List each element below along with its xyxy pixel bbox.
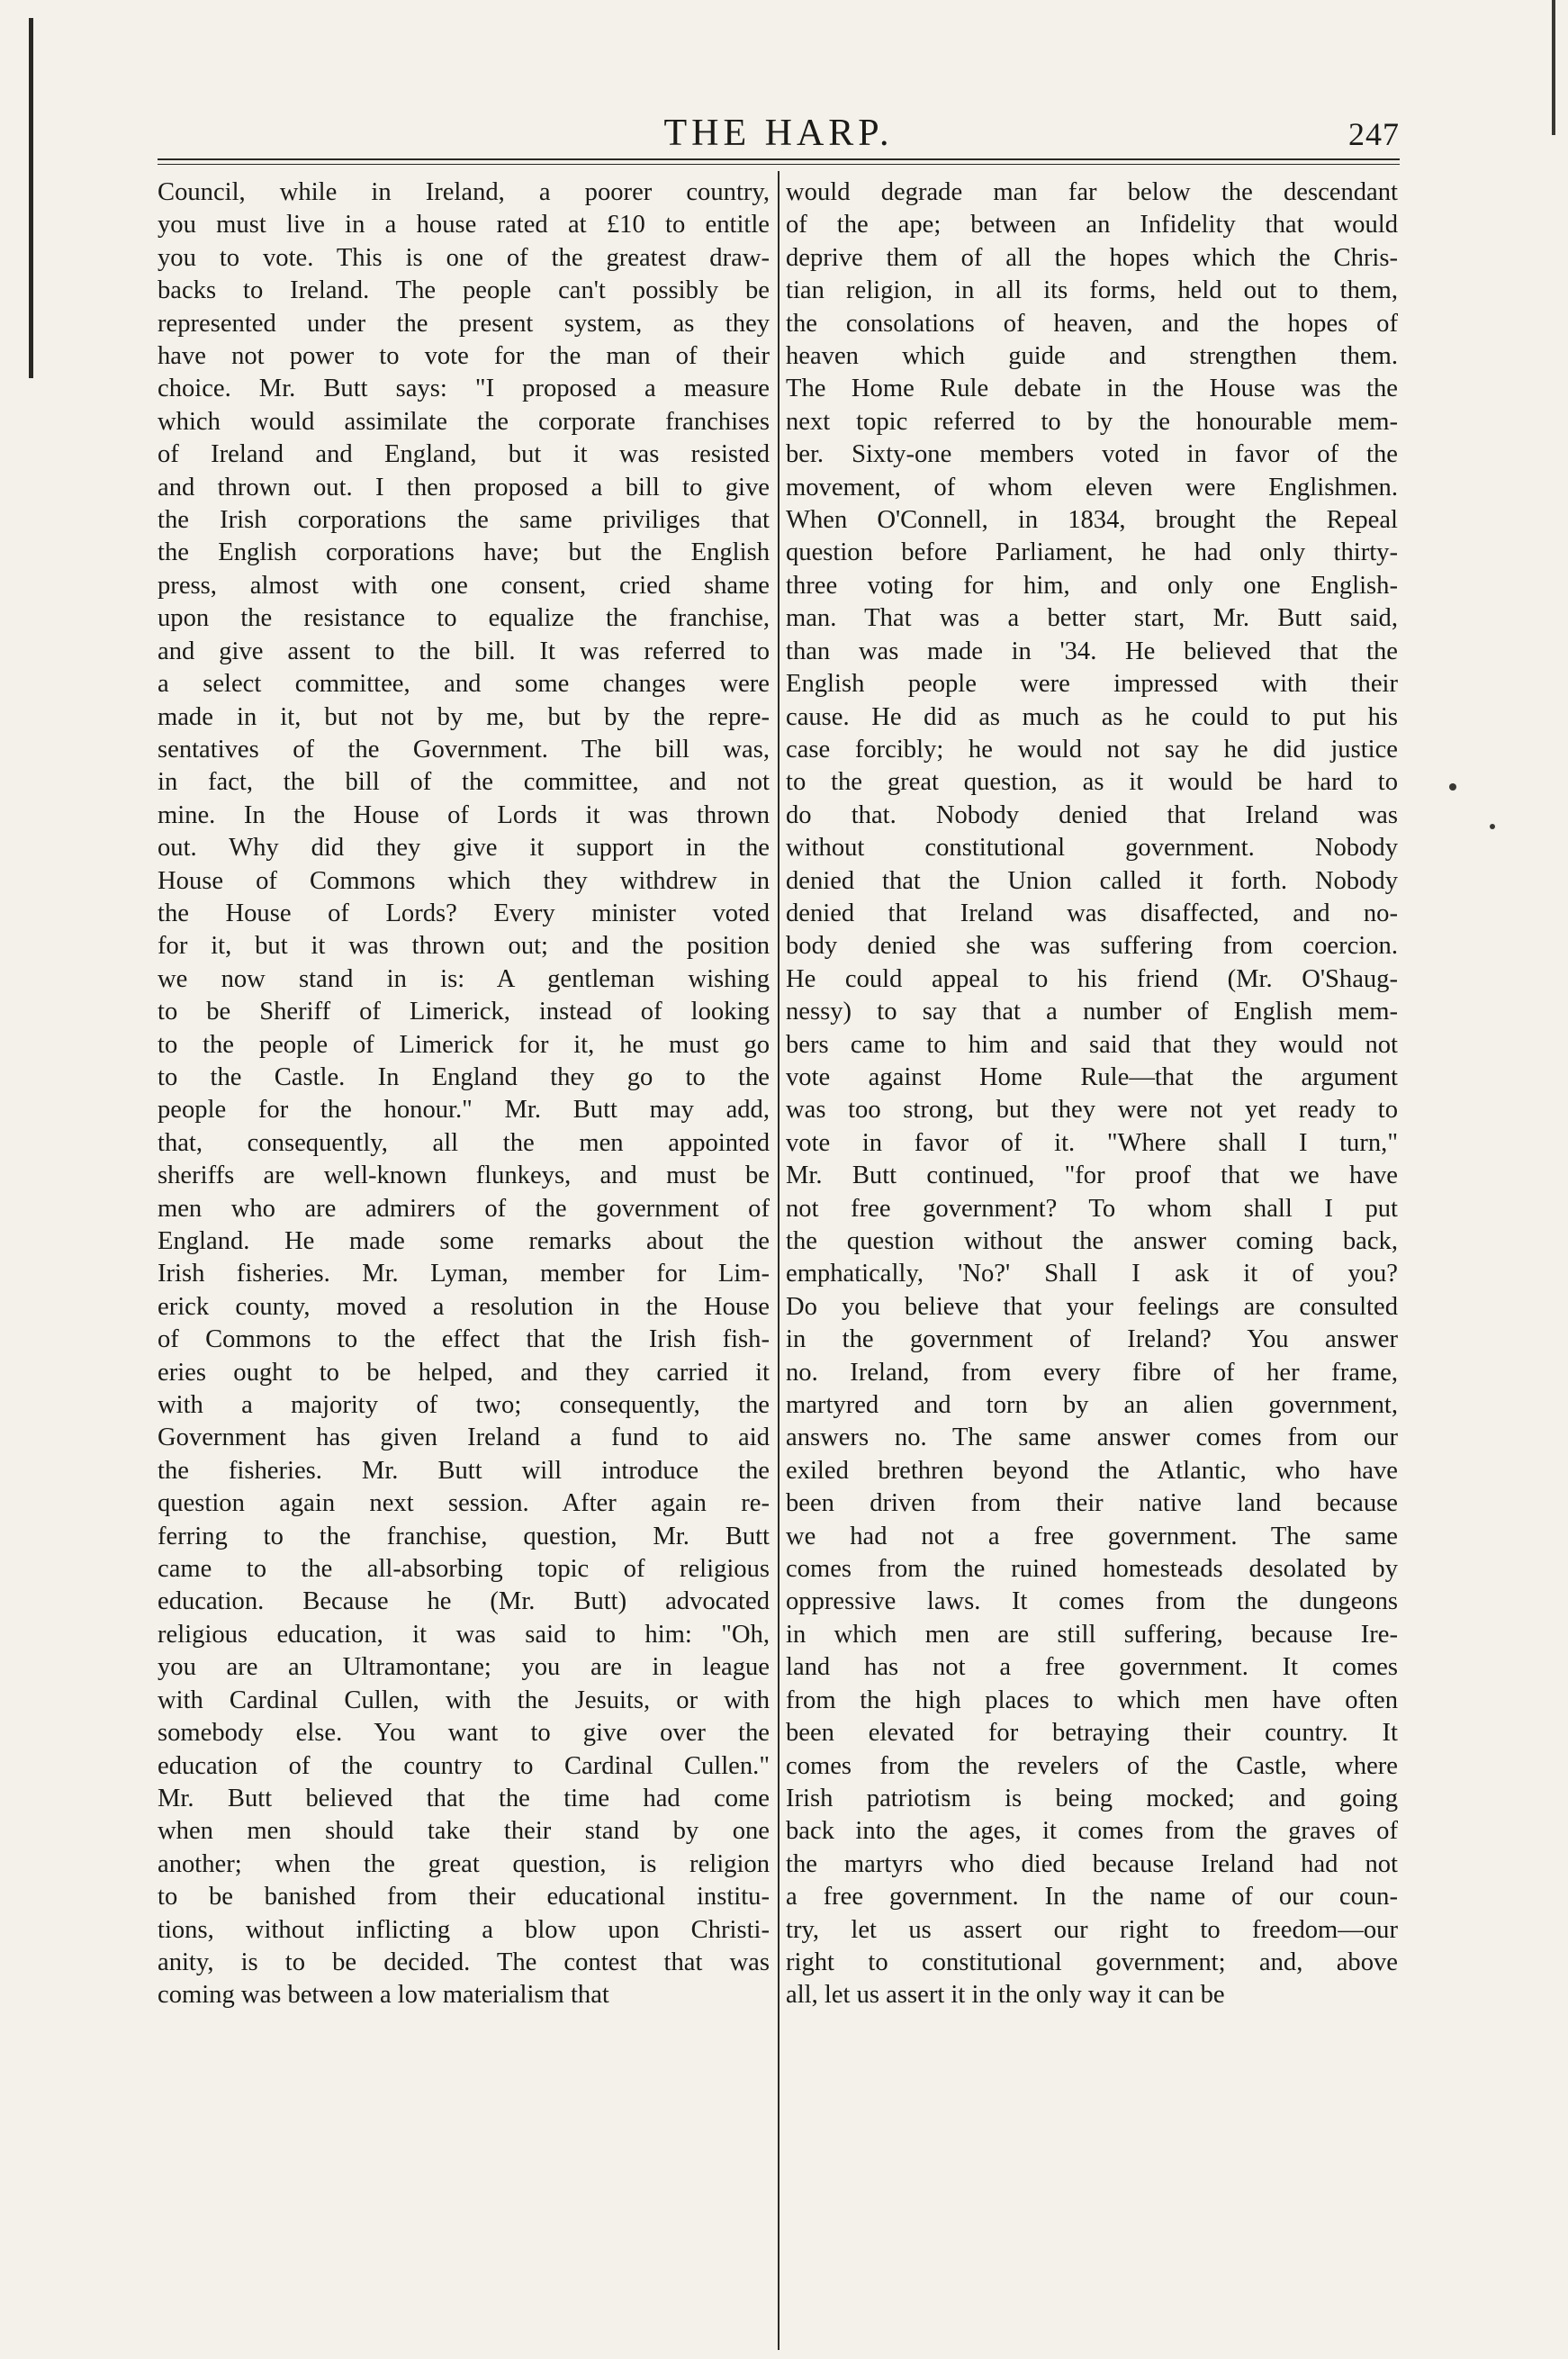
text-line: to be banished from their educational institu- <box>158 1883 770 1912</box>
left-column <box>158 176 770 2319</box>
text-line: He could appeal to his friend (Mr. O'Shaug- <box>786 964 1398 993</box>
text-line: the English corporations have; but the English <box>158 538 770 567</box>
text-line: eries ought to be helped, and they carried it <box>158 1358 770 1387</box>
text-line: vote against Home Rule—that the argument <box>786 1062 1398 1091</box>
text-line: upon the resistance to equalize the franchise, <box>158 604 770 633</box>
text-line: you to vote. This is one of the greatest draw- <box>158 243 770 272</box>
column-divider <box>778 171 779 2350</box>
text-line: tian religion, in all its forms, held out to them, <box>786 276 1398 305</box>
text-line: backs to Ireland. The people can't possibly be <box>158 276 770 305</box>
text-line: martyred and torn by an alien government, <box>786 1391 1398 1420</box>
text-line: England. He made some remarks about the <box>158 1227 770 1255</box>
ink-speck <box>1449 783 1456 791</box>
text-line: try, let us assert our right to freedom—our <box>786 1915 1398 1944</box>
text-line: anity, is to be decided. The contest that was <box>158 1948 770 1976</box>
text-line: Government has given Ireland a fund to aid <box>158 1424 770 1452</box>
text-line: three voting for him, and only one English- <box>786 571 1398 600</box>
text-line: question before Parliament, he had only thirty- <box>786 538 1398 567</box>
text-line: you must live in a house rated at £10 to entitle <box>158 211 770 240</box>
text-line: do that. Nobody denied that Ireland was <box>786 800 1398 829</box>
text-line: of Commons to the effect that the Irish fish- <box>158 1325 770 1354</box>
text-line: of Ireland and England, but it was resisted <box>158 440 770 469</box>
text-line: movement, of whom eleven were Englishmen. <box>786 473 1398 502</box>
text-line: a select committee, and some changes were <box>158 670 770 699</box>
page-number: 247 <box>1348 116 1400 152</box>
text-line: denied that the Union called it forth. Nobody <box>786 866 1398 895</box>
text-line: Do you believe that your feelings are consulted <box>786 1292 1398 1321</box>
text-line: nessy) to say that a number of English mem- <box>786 998 1398 1026</box>
text-line: education. Because he (Mr. Butt) advocated <box>158 1587 770 1616</box>
text-line: Irish fisheries. Mr. Lyman, member for Lim- <box>158 1260 770 1288</box>
text-line: been elevated for betraying their country. It <box>786 1719 1398 1748</box>
text-line: Council, while in Ireland, a poorer country, <box>158 178 770 206</box>
text-line: the martyrs who died because Ireland had not <box>786 1849 1398 1878</box>
text-line: with Cardinal Cullen, with the Jesuits, or with <box>158 1686 770 1714</box>
text-line: choice. Mr. Butt says: "I proposed a measure <box>158 375 770 403</box>
text-line: comes from the ruined homesteads desolated by <box>786 1555 1398 1584</box>
right-column <box>786 176 1398 2319</box>
text-line: and thrown out. I then proposed a bill to give <box>158 473 770 502</box>
text-line: Mr. Butt continued, "for proof that we have <box>786 1161 1398 1190</box>
text-line: from the high places to which men have often <box>786 1686 1398 1714</box>
text-line: emphatically, 'No?' Shall I ask it of you? <box>786 1260 1398 1288</box>
binding-margin-line <box>29 18 33 378</box>
text-line: a free government. In the name of our coun- <box>786 1883 1398 1912</box>
text-line: of the ape; between an Infidelity that would <box>786 211 1398 240</box>
text-line: out. Why did they give it support in the <box>158 834 770 863</box>
text-line: sentatives of the Government. The bill was, <box>158 735 770 764</box>
text-line: coming was between a low materialism that <box>158 1981 609 2010</box>
text-line: all, let us assert it in the only way it can be <box>786 1981 1225 2010</box>
text-line: that, consequently, all the men appointed <box>158 1128 770 1157</box>
text-line: than was made in '34. He believed that the <box>786 637 1398 665</box>
text-line: Mr. Butt believed that the time had come <box>158 1784 770 1812</box>
text-line: right to constitutional government; and, above <box>786 1948 1398 1976</box>
text-line: English people were impressed with their <box>786 670 1398 699</box>
text-line: tions, without inflicting a blow upon Christi- <box>158 1915 770 1944</box>
text-line: Irish patriotism is being mocked; and going <box>786 1784 1398 1812</box>
text-line: answers no. The same answer comes from our <box>786 1424 1398 1452</box>
text-line: have not power to vote for the man of their <box>158 342 770 371</box>
text-line: another; when the great question, is religion <box>158 1849 770 1878</box>
text-line: case forcibly; he would not say he did justice <box>786 735 1398 764</box>
text-line: ferring to the franchise, question, Mr. Butt <box>158 1522 770 1550</box>
text-line: which would assimilate the corporate franchises <box>158 407 770 436</box>
text-line: without constitutional government. Nobody <box>786 834 1398 863</box>
text-line: vote in favor of it. "Where shall I turn," <box>786 1128 1398 1157</box>
text-line: body denied she was suffering from coercion. <box>786 932 1398 961</box>
text-line: no. Ireland, from every fibre of her frame, <box>786 1358 1398 1387</box>
text-line: the Irish corporations the same priviliges that <box>158 506 770 535</box>
text-line: next topic referred to by the honourable mem- <box>786 407 1398 436</box>
text-line: ber. Sixty-one members voted in favor of the <box>786 440 1398 469</box>
text-line: heaven which guide and strengthen them. <box>786 342 1398 371</box>
text-line: the consolations of heaven, and the hopes of <box>786 309 1398 338</box>
page-header <box>158 108 1400 158</box>
text-line: erick county, moved a resolution in the House <box>158 1292 770 1321</box>
text-line: not free government? To whom shall I put <box>786 1194 1398 1223</box>
text-line: in which men are still suffering, because Ire- <box>786 1620 1398 1649</box>
header-rule-thin <box>158 164 1400 165</box>
text-line: in fact, the bill of the committee, and not <box>158 768 770 797</box>
text-line: sheriffs are well-known flunkeys, and must be <box>158 1161 770 1190</box>
text-line: the question without the answer coming back, <box>786 1227 1398 1255</box>
text-line: denied that Ireland was disaffected, and no- <box>786 899 1398 927</box>
text-line: to be Sheriff of Limerick, instead of looking <box>158 998 770 1026</box>
header-rule <box>158 158 1400 160</box>
text-line: you are an Ultramontane; you are in league <box>158 1653 770 1682</box>
text-line: we had not a free government. The same <box>786 1522 1398 1550</box>
running-title: THE HARP. <box>663 113 894 154</box>
text-line: press, almost with one consent, cried shame <box>158 571 770 600</box>
text-line: somebody else. You want to give over the <box>158 1719 770 1748</box>
text-line: bers came to him and said that they would not <box>786 1030 1398 1059</box>
text-line: back into the ages, it comes from the graves of <box>786 1817 1398 1846</box>
text-line: to the people of Limerick for it, he must go <box>158 1030 770 1059</box>
text-line: religious education, it was said to him: "Oh, <box>158 1620 770 1649</box>
text-line: and give assent to the bill. It was referred to <box>158 637 770 665</box>
text-line: to the Castle. In England they go to the <box>158 1062 770 1091</box>
text-line: education of the country to Cardinal Cullen." <box>158 1751 770 1780</box>
text-line: the House of Lords? Every minister voted <box>158 899 770 927</box>
text-line: made in it, but not by me, but by the repre- <box>158 702 770 731</box>
text-line: land has not a free government. It comes <box>786 1653 1398 1682</box>
text-line: would degrade man far below the descendant <box>786 178 1398 206</box>
text-line: comes from the revelers of the Castle, where <box>786 1751 1398 1780</box>
ink-speck <box>1490 824 1495 829</box>
text-line: when men should take their stand by one <box>158 1817 770 1846</box>
text-line: cause. He did as much as he could to put his <box>786 702 1398 731</box>
text-line: men who are admirers of the government of <box>158 1194 770 1223</box>
right-edge-line <box>1552 0 1555 135</box>
text-line: for it, but it was thrown out; and the position <box>158 932 770 961</box>
text-line: came to the all-absorbing topic of religious <box>158 1555 770 1584</box>
text-line: been driven from their native land because <box>786 1489 1398 1518</box>
text-line: oppressive laws. It comes from the dungeons <box>786 1587 1398 1616</box>
text-line: the fisheries. Mr. Butt will introduce the <box>158 1456 770 1485</box>
text-line: we now stand in is: A gentleman wishing <box>158 964 770 993</box>
text-line: mine. In the House of Lords it was thrown <box>158 800 770 829</box>
text-line: people for the honour." Mr. Butt may add, <box>158 1096 770 1125</box>
text-line: deprive them of all the hopes which the Chris- <box>786 243 1398 272</box>
text-line: in the government of Ireland? You answer <box>786 1325 1398 1354</box>
text-line: man. That was a better start, Mr. Butt said, <box>786 604 1398 633</box>
text-line: question again next session. After again re- <box>158 1489 770 1518</box>
text-line: to the great question, as it would be hard to <box>786 768 1398 797</box>
text-line: House of Commons which they withdrew in <box>158 866 770 895</box>
text-line: When O'Connell, in 1834, brought the Repeal <box>786 506 1398 535</box>
text-line: The Home Rule debate in the House was the <box>786 375 1398 403</box>
text-line: exiled brethren beyond the Atlantic, who have <box>786 1456 1398 1485</box>
text-line: was too strong, but they were not yet ready to <box>786 1096 1398 1125</box>
text-line: represented under the present system, as they <box>158 309 770 338</box>
text-line: with a majority of two; consequently, the <box>158 1391 770 1420</box>
